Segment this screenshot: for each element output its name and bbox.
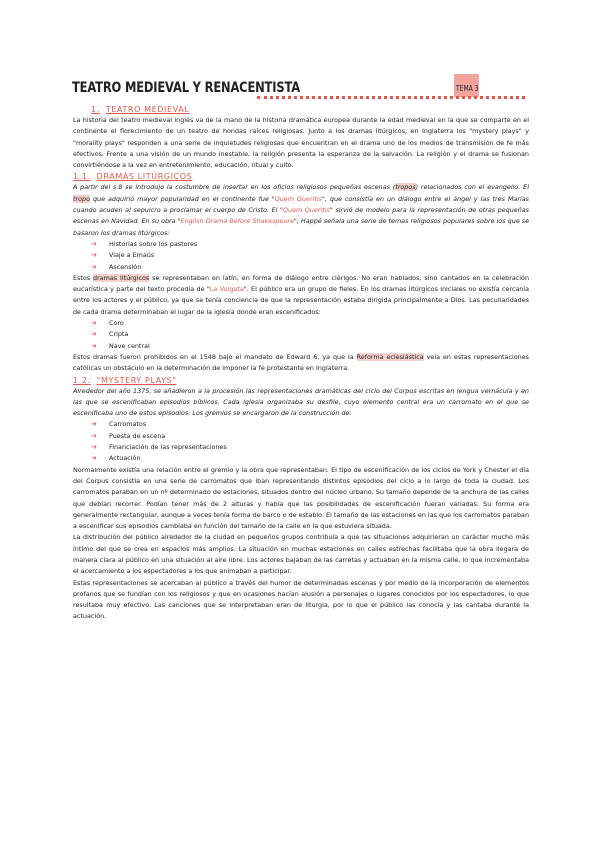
arrow-right-icon: ➔ — [91, 431, 97, 440]
list-item-text: Puesta de escena — [109, 431, 166, 440]
section-number: 1.1. — [73, 172, 91, 182]
text: veía en estas representaciones católicas un obstáculo en la determinación de imponer la fe protestante en Inglaterra. — [73, 352, 529, 373]
list-item-text: Actuación — [109, 454, 141, 463]
liturgical-paragraph-1 — [73, 182, 529, 238]
section-title: DRAMAS LITÚRGICOS — [96, 172, 193, 182]
section-number: 1.2. — [73, 375, 91, 385]
highlight-reforma: Reforma eclesiástica — [356, 352, 424, 361]
text: ", que consistía en un diálogo entre el ángel y las tres Marías cuando acuden al sepulcro a proclamar el cuerpo de Cristo. El " — [73, 194, 529, 215]
liturgical-paragraph-3 — [73, 352, 529, 375]
list-item — [91, 341, 529, 352]
arrow-right-icon: ➔ — [91, 251, 97, 260]
text: Estos — [73, 273, 94, 282]
section-1-2-heading — [73, 375, 529, 386]
list-item — [91, 239, 529, 250]
tema-badge-label: TEMA 3 — [456, 84, 479, 93]
section-title: "MYSTERY PLAYS" — [96, 375, 177, 385]
text: Estos dramas fueron prohibidos en el 1548 bajo el mandato de Edward 6, ya que la — [73, 352, 357, 361]
list-item — [91, 262, 529, 273]
mystery-paragraph-4: Estas representaciones se acercaban al público a través del humor de determinadas escenas y por medio de la incorporación de elementos profanos que se fundían con los religiosos y que en ocasiones hacían alusión a personajes o lugares conocidos por los espectadores, lo que resultaba muy efectivo. Las canciones que se interpretaban eran de liturgia, por lo que el público las conocía y las cantaba durante la actuación. — [73, 578, 529, 621]
list-item-text: Financiación de las representaciones — [109, 443, 227, 452]
arrow-right-icon: ➔ — [91, 319, 97, 328]
arrow-right-icon: ➔ — [91, 420, 97, 429]
text: A partir del s.8 se introdujo la costumbre de insertar en los oficios religiosos pequeñas escenas ( — [73, 183, 396, 192]
list-item — [91, 453, 529, 464]
vulgata-term: La Vulgata — [209, 285, 244, 294]
section-title: TEATRO MEDIEVAL — [105, 105, 190, 114]
arrow-right-icon: ➔ — [91, 443, 97, 452]
list-item-text: Ascensión — [109, 262, 142, 271]
list-item-text: Coro — [109, 319, 124, 328]
section-number: 1. — [91, 105, 100, 114]
highlight-dramas-liturgicos: dramas litúrgicos — [93, 273, 150, 282]
dotted-leader — [257, 84, 525, 99]
arrow-right-icon: ➔ — [91, 262, 97, 271]
list-item-text: Carromatos — [109, 420, 147, 429]
list-item — [91, 318, 529, 329]
arrow-right-icon: ➔ — [91, 341, 97, 350]
mystery-paragraph-2: Normalmente existía una relación entre el gremio y la obra que representaban. El tipo de escenificación de los ciclos de York y Chester el día del Corpus consistía en una serie de carromatos que iban representando distintos episodios del ciclo a lo largo de toda la ciudad. Los carromatos paraban en un nº determinado de estaciones, situados dentro del núcleo urbano. Su tamaño depende de la anchura de las calles que debían recorrer. Podían tener más de 2 alturas y había que las posibilidades de escenificación fueran variadas. Su forma era generalmente rectangular, aunque a veces tenía forma de barco o de establo. El tamaño de las estaciones en las que los carromatos paraban a escenificar sus episodios cambiaba en función del tamaño de la calle en la que estuviera situada. — [73, 465, 529, 531]
text: ) relacionados con el evangelio. El — [415, 183, 529, 192]
list-item — [91, 442, 529, 453]
document-body — [73, 104, 529, 623]
list-item — [91, 329, 529, 340]
section-1-1-heading — [73, 171, 529, 182]
book-title: English Drama Before Shakespeare — [180, 217, 294, 226]
text: que adquirió mayor popularidad en el continente fue " — [90, 194, 275, 203]
list-item-text: Viaje a Emaús — [109, 251, 155, 260]
arrow-right-icon: ➔ — [91, 454, 97, 463]
document-header — [72, 80, 492, 102]
section-1-intro: La historia del teatro medieval inglés va de la mano de la historia dramática europea durante la edad medieval en la que se comparte en el continente el florecimiento de un teatro de hondas raíces religiosas. Junto a los dramas litúrgicos, en Inglaterra los "mystery plays" y "morality plays" responden a una serie de inquietudes religiosas que encuentran en el drama uno de los medios de transmisión de fe más efectivos. Frente a una visión de un mundo inestable, la religión presenta la esperanza de la salvación. La religión y el drama se fusionan convirtiéndose a la vez en entretenimiento, educación, ritual y culto. — [73, 116, 529, 170]
list-item-text: Historias sobre los pastores — [109, 239, 198, 248]
themes-list — [73, 239, 529, 273]
section-1-heading — [73, 104, 529, 115]
guild-list — [73, 419, 529, 464]
text: ", Happé señala una serie de temas religiosos populares sobre los que se basaron los dramas litúrgicos: — [73, 217, 529, 237]
highlight-tropos: tropos — [395, 183, 416, 192]
document-title: TEATRO MEDIEVAL Y RENACENTISTA — [72, 80, 300, 96]
text: se representaban en latín, en forma de diálogo entre clérigos. No eran hablados, sino cantados en la celebración eucarística y parte del texto procedía de " — [73, 273, 529, 294]
mystery-paragraph-1: Alrededor del año 1375, se añadieron a la procesión las representaciones dramáticas del ciclo del Corpus escritas en lengua vernácula y en las que se escenificaban episodios bíblicos. Cada iglesia organizaba su desfile, cuyo elemento central era un carromato en el que se escenificaba uno de estos episodios. Los gremios se encargaron de la construcción de: — [73, 386, 529, 418]
quem-queritis-term: Quem Queritis — [282, 206, 330, 215]
quem-queritis-term: Quem Queritis — [274, 194, 322, 203]
liturgical-paragraph-2 — [73, 273, 529, 318]
list-item — [91, 431, 529, 442]
list-item-text: Cripta — [109, 330, 129, 339]
arrow-right-icon: ➔ — [91, 239, 97, 248]
highlight-tropo: tropo — [73, 194, 91, 203]
text: ". El público era un grupo de fieles. En los dramas litúrgicos iniciales no existía cercanía entre los actores y el público, ya que se tenía conciencia de que la representación estaba dirigida principalmente a Dios. Las peculiaridades de cada drama determinaban el lugar de la iglesia donde eran escenificados: — [73, 285, 529, 316]
arrow-right-icon: ➔ — [91, 330, 97, 339]
list-item-text: Nave central — [109, 341, 150, 350]
mystery-paragraph-3: La distribución del público alrededor de la ciudad en pequeños grupos contribuía a que las situaciones adquirieran un carácter mucho más íntimo del que se crea en espacios más amplios. La situación en muchas estaciones en calles estrechas facilitaba que la obra llegara de manera clara al público en una situación al aire libre. Los actores bajaban de las carretas y actuaban en la misma calle, lo que incrementaba el acercamiento a los espectadores a los que animaban a participar. — [73, 533, 529, 576]
list-item — [91, 250, 529, 261]
text: " sirvió de modelo para la representación de otras pequeñas escenas en Navidad. En su obra " — [73, 206, 529, 226]
locations-list — [73, 318, 529, 352]
list-item — [91, 419, 529, 430]
